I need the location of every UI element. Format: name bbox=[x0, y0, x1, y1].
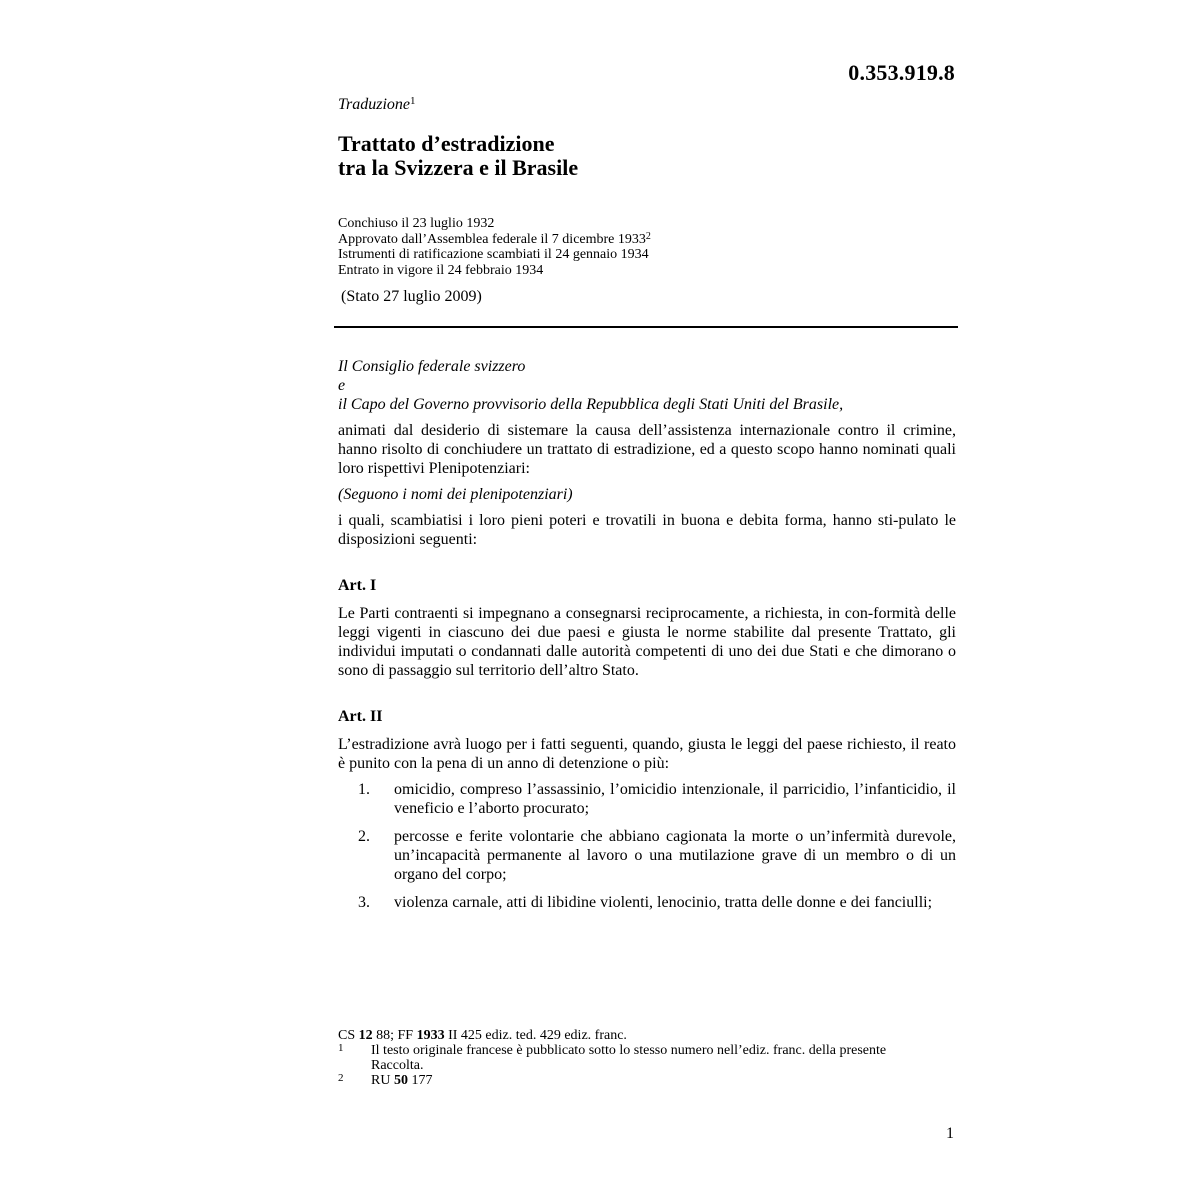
list-item-number: 1. bbox=[358, 781, 370, 798]
list-item-number: 3. bbox=[358, 894, 370, 911]
footnote-ref-2[interactable]: 2 bbox=[645, 230, 651, 242]
approved-date bbox=[338, 232, 651, 248]
page-number: 1 bbox=[946, 1125, 954, 1142]
preamble-party-1: Il Consiglio federale svizzero bbox=[338, 358, 526, 375]
footnote-2-volume: 50 bbox=[393, 1073, 408, 1088]
article-2-heading: Art. II bbox=[338, 708, 383, 725]
footnote-1-number: 1 bbox=[338, 1042, 344, 1054]
footnote-1 bbox=[338, 1043, 938, 1073]
preamble-paragraph-2: i quali, scambiatisi i loro pieni poteri e trovatili in buona e debita forma, hanno sti-pulato le disposizioni seguenti: bbox=[338, 512, 956, 548]
document-title bbox=[338, 132, 578, 180]
list-item bbox=[338, 827, 956, 884]
footnote-2-number: 2 bbox=[338, 1072, 344, 1084]
footnote-ref-1[interactable]: 1 bbox=[410, 95, 416, 107]
list-item-text: percosse e ferite volontarie che abbiano cagionata la morte o un’infermità durevole, un’incapacità permanente al lavoro o una mutilazione grave di un membro o di un organo del corpo; bbox=[394, 828, 956, 883]
footnote-1-text: Il testo originale francese è pubblicato sotto lo stesso numero nell’ediz. franc. della presente Raccolta. bbox=[371, 1043, 887, 1073]
concluded-date: Conchiuso il 23 luglio 1932 bbox=[338, 216, 495, 231]
article-1-text: Le Parti contraenti si impegnano a consegnarsi reciprocamente, a richiesta, in con-formità delle leggi vigenti in ciascuno dei due paesi e giusta le norme stabilite dal presente Trattato, gli individui imputati o condannati dalle autorità competenti di uno dei due Stati e che dimorano o sono di passaggio sul territorio dell’altro Stato. bbox=[338, 605, 956, 679]
cs-rest: 88; FF bbox=[372, 1028, 417, 1043]
article-1-heading: Art. I bbox=[338, 577, 377, 594]
translation-label bbox=[338, 96, 416, 114]
footnote-2-rest: 177 bbox=[407, 1073, 433, 1088]
status-date: (Stato 27 luglio 2009) bbox=[341, 288, 482, 305]
footnote-2-label: RU bbox=[371, 1073, 394, 1088]
list-item bbox=[338, 780, 956, 818]
source-citation bbox=[338, 1028, 938, 1043]
cs-label: CS bbox=[338, 1028, 359, 1043]
header-divider bbox=[334, 326, 958, 328]
article-2-list bbox=[338, 780, 956, 912]
translation-text: Traduzione bbox=[338, 96, 411, 113]
list-item-text: violenza carnale, atti di libidine violenti, lenocinio, tratta delle donne e dei fanciulli; bbox=[394, 894, 933, 911]
cs-volume: 12 bbox=[358, 1028, 373, 1043]
footnote-2 bbox=[338, 1073, 938, 1088]
plenipotentiaries-note: (Seguono i nomi dei plenipotenziari) bbox=[338, 486, 573, 503]
document-body bbox=[338, 357, 956, 912]
title-line-2: tra la Svizzera e il Brasile bbox=[338, 155, 579, 180]
article-2-intro: L’estradizione avrà luogo per i fatti seguenti, quando, giusta le leggi del paese richiesto, il reato è punito con la pena di un anno di detenzione o più: bbox=[338, 736, 956, 772]
in-force-date: Entrato in vigore il 24 febbraio 1934 bbox=[338, 262, 544, 278]
list-item bbox=[338, 893, 956, 912]
footnotes bbox=[338, 1028, 938, 1088]
ff-year: 1933 bbox=[416, 1028, 445, 1043]
treaty-metadata bbox=[338, 216, 651, 278]
list-item-number: 2. bbox=[358, 828, 370, 845]
preamble-conjunction: e bbox=[338, 377, 346, 394]
ratification-date: Istrumenti di ratificazione scambiati il 24 gennaio 1934 bbox=[338, 247, 649, 262]
approved-text: Approvato dall’Assemblea federale il 7 dicembre 1933 bbox=[338, 231, 646, 247]
preamble-paragraph-1: animati dal desiderio di sistemare la causa dell’assistenza internazionale contro il crimine, hanno risolto di conchiudere un trattato di estradizione, ed a questo scopo hanno nominati quali loro rispettivi Plenipotenziari: bbox=[338, 422, 956, 477]
preamble-party-2: il Capo del Governo provvisorio della Repubblica degli Stati Uniti del Brasile, bbox=[338, 396, 844, 413]
document-number: 0.353.919.8 bbox=[848, 60, 955, 85]
list-item-text: omicidio, compreso l’assassinio, l’omicidio intenzionale, il parricidio, l’infanticidio, il veneficio e l’aborto procurato; bbox=[394, 781, 956, 817]
ff-rest: II 425 ediz. ted. 429 ediz. franc. bbox=[444, 1028, 627, 1043]
title-line-1: Trattato d’estradizione bbox=[338, 131, 555, 156]
